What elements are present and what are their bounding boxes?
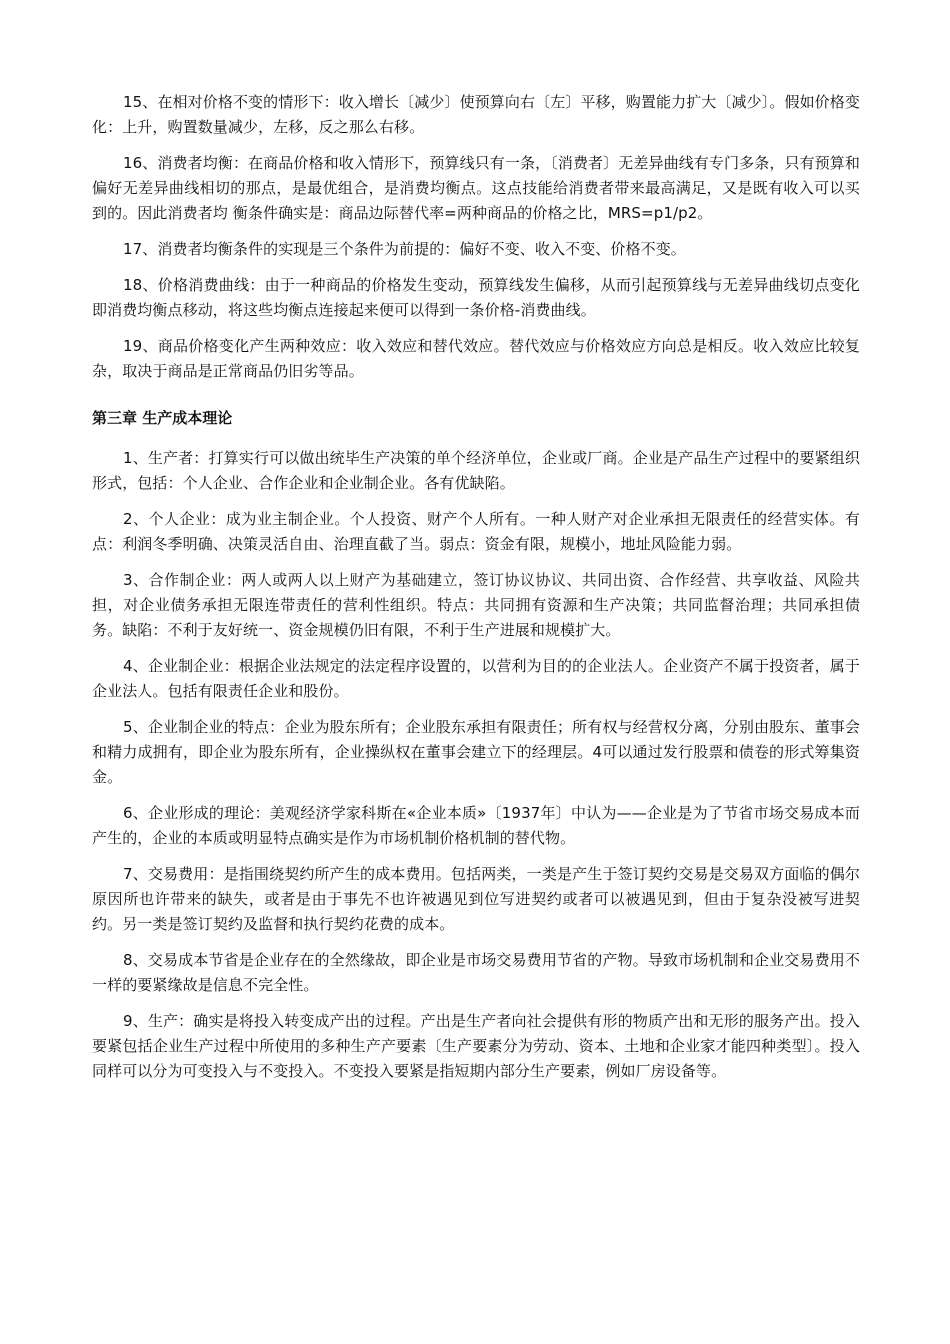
paragraph-9: 9、生产：确实是将投入转变成产出的过程。产出是生产者向社会提供有形的物质产出和无形的服务产出。投入要紧包括企业生产过程中所使用的多种生产产要素〔生产要素分为劳动、资本、土地和企业家才能四种类型〕。投入同样可以分为可变投入与不变投入。不变投入要紧是指短期内部分生产要素，例如厂房设备等。 (92, 1012, 860, 1080)
paragraph-8: 8、交易成本节省是企业存在的全然缘故，即企业是市场交易费用节省的产物。导致市场机制和企业交易费用不一样的要紧缘故是信息不完全性。 (92, 951, 860, 994)
document-page (92, 90, 860, 1095)
paragraph-7: 7、交易费用：是指围绕契约所产生的成本费用。包括两类，一类是产生于签订契约交易是交易双方面临的偶尔原因所也许带来的缺失，或者是由于事先不也许被遇见到位写进契约或者可以被遇见到，但由于复杂没被写进契约。另一类是签订契约及监督和执行契约花费的成本。 (92, 865, 860, 933)
paragraph-17: 17、消费者均衡条件的实现是三个条件为前提的：偏好不变、收入不变、价格不变。 (123, 240, 686, 258)
paragraph-1: 1、生产者：打算实行可以做出统毕生产决策的单个经济单位，企业或厂商。企业是产品生产过程中的要紧组织形式，包括：个人企业、合作企业和企业制企业。各有优缺陷。 (92, 449, 860, 492)
paragraph-19: 19、商品价格变化产生两种效应：收入效应和替代效应。替代效应与价格效应方向总是相反。收入效应比较复杂，取决于商品是正常商品仍旧劣等品。 (92, 337, 860, 380)
chapter-heading: 第三章 生产成本理论 (92, 409, 233, 427)
paragraph-15: 15、在相对价格不变的情形下：收入增长〔减少〕使预算向右〔左〕平移，购置能力扩大〔减少〕。假如价格变化：上升，购置数量减少，左移，反之那么右移。 (92, 93, 860, 136)
paragraph-16: 16、消费者均衡：在商品价格和收入情形下，预算线只有一条，〔消费者〕无差异曲线有专门多条，只有预算和偏好无差异曲线相切的那点，是最优组合，是消费均衡点。这点技能给消费者带来最高满足，又是既有收入可以买到的。因此消费者均 衡条件确实是：商品边际替代率=两种商品的价格之比，MRS=p1/p2。 (92, 154, 860, 222)
paragraph-2: 2、个人企业：成为业主制企业。个人投资、财产个人所有。一种人财产对企业承担无限责任的经营实体。有点：利润冬季明确、决策灵活自由、治理直截了当。弱点：资金有限，规模小，地址风险能力弱。 (92, 510, 860, 553)
paragraph-4: 4、企业制企业：根据企业法规定的法定程序设置的，以营利为目的的企业法人。企业资产不属于投资者，属于企业法人。包括有限责任企业和股份。 (92, 657, 860, 700)
paragraph-6: 6、企业形成的理论：美观经济学家科斯在«企业本质»〔1937年〕中认为——企业是为了节省市场交易成本而产生的，企业的本质或明显特点确实是作为市场机制价格机制的替代物。 (92, 804, 860, 847)
paragraph-3: 3、合作制企业：两人或两人以上财产为基础建立，签订协议协议、共同出资、合作经营、共享收益、风险共担，对企业债务承担无限连带责任的营利性组织。特点：共同拥有资源和生产决策；共同监督治理；共同承担债务。缺陷：不利于友好统一、资金规模仍旧有限，不利于生产进展和规模扩大。 (92, 571, 860, 639)
paragraph-5: 5、企业制企业的特点：企业为股东所有；企业股东承担有限责任；所有权与经营权分离，分别由股东、董事会和精力成拥有，即企业为股东所有，企业操纵权在董事会建立下的经理层。4可以通过发行股票和债卷的形式筹集资金。 (92, 718, 860, 786)
paragraph-18: 18、价格消费曲线：由于一种商品的价格发生变动，预算线发生偏移，从而引起预算线与无差异曲线切点变化即消费均衡点移动，将这些均衡点连接起来便可以得到一条价格-消费曲线。 (92, 276, 860, 319)
